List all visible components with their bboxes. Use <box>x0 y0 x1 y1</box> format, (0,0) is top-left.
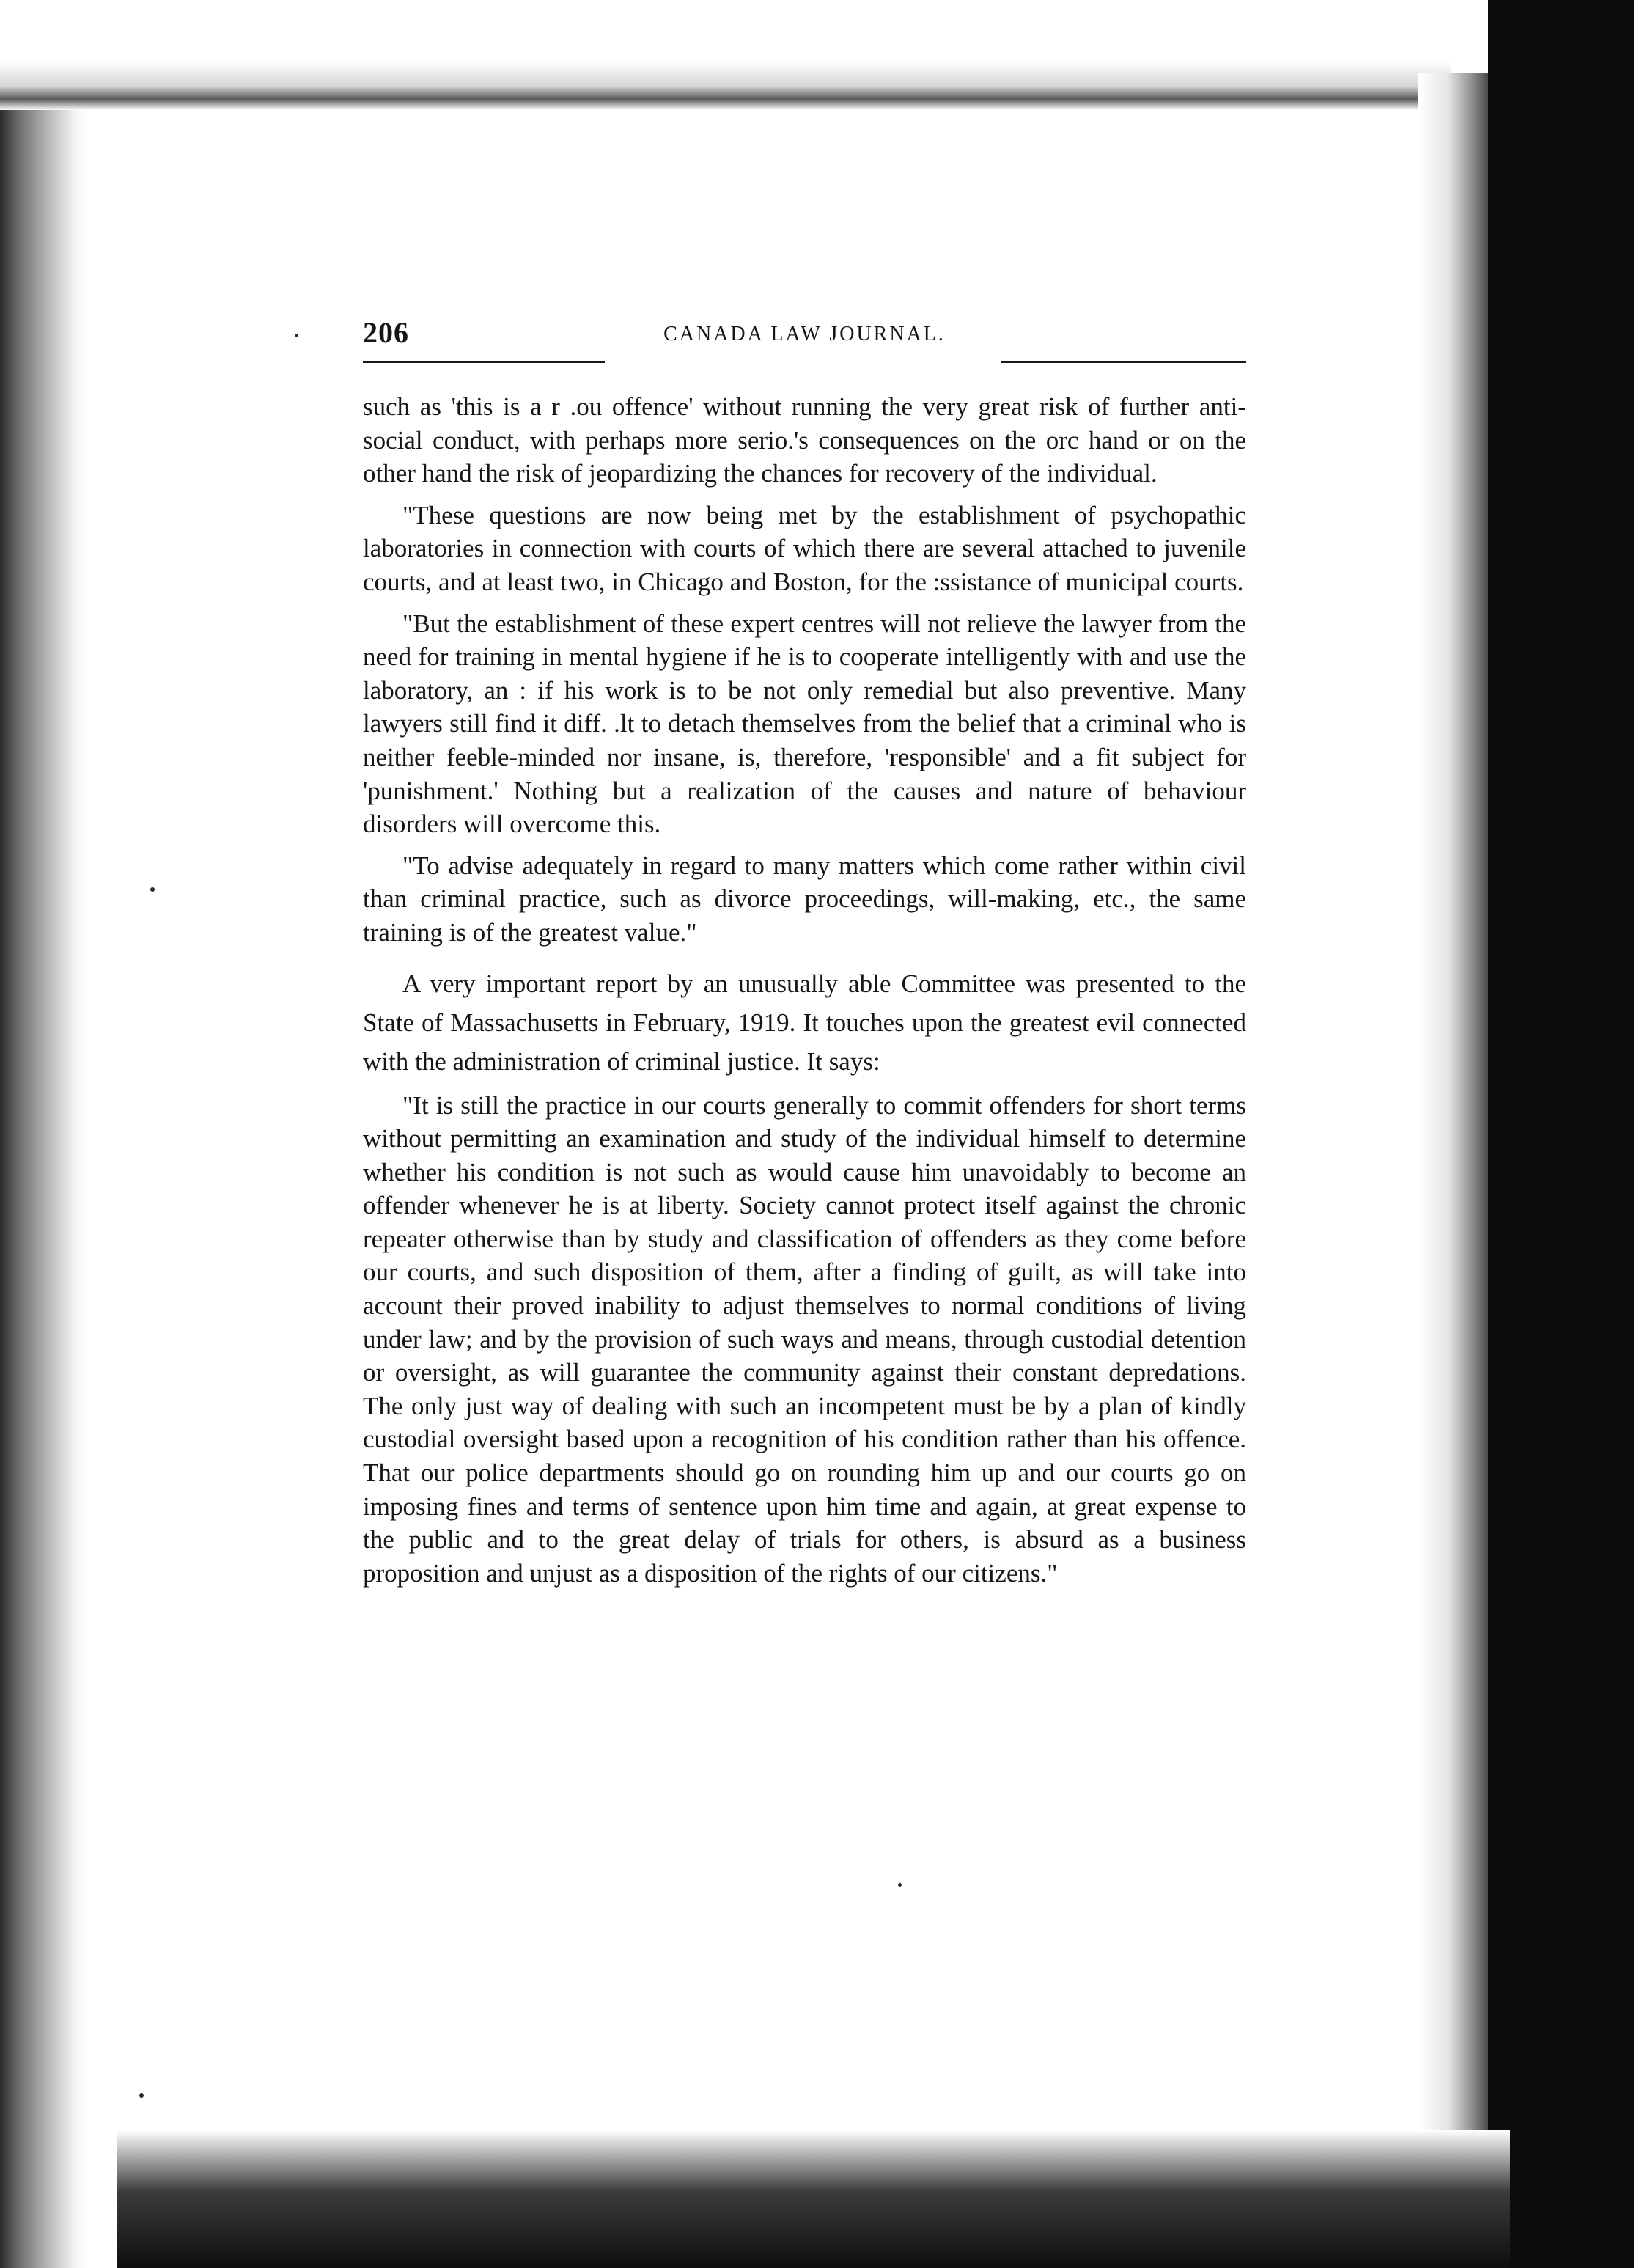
scan-bottom-shadow <box>117 2130 1510 2268</box>
scan-right-edge <box>1488 0 1634 2268</box>
paragraph: "It is still the practice in our courts generally to commit offenders for short terms without permitting an examination and study of the individual himself to determine whether his condition is not such as would cause him unavoidably to become an offender whenever he is at liberty. Society cannot protect itself against the chronic repeater otherwise than by study and classification of offenders as they come before our courts, and such disposition of them, after a finding of guilt, as will take into account their proved inability to adjust themselves to normal conditions of living under law; and by the provision of such ways and means, through custodial detention or oversight, as will guarantee the community against their constant depredations. The only just way of dealing with such an incompetent must be by a plan of kindly custodial oversight based upon a recognition of his condition rather than his offence. That our police departments should go on rounding him up and our courts go on imposing fines and terms of sentence upon him time and again, at great expense to the public and to the great delay of trials for others, is absurd as a business proposition and unjust as a disposition of the rights of our citizens." <box>363 1090 1246 1588</box>
header-rule-right <box>1001 361 1246 363</box>
scan-speck <box>150 887 155 892</box>
header-rule-left <box>363 361 605 363</box>
paragraph: such as 'this is a r .ou offence' without running the very great risk of further anti-social conduct, with perhaps more serio.'s consequences on the orc hand or on the other hand the risk of jeopardizing the chances for recovery of the individual. <box>363 392 1246 488</box>
paragraph: A very important report by an unusually able Committee was presented to the State of Massachusetts in February, 1919. It touches upon the greatest evil connected with the administration of criminal justice. It says: <box>363 969 1246 1076</box>
scan-top-shadow <box>0 0 1451 110</box>
running-head: CANADA LAW JOURNAL. <box>663 323 946 345</box>
document-page <box>363 315 1246 1914</box>
scan-left-shadow <box>0 0 88 2268</box>
page-header <box>363 315 1246 362</box>
paragraph: "These questions are now being met by the establishment of psychopathic laboratories in connection with courts of which there are several attached to juvenile courts, and at least two, in Chicago and Boston, for the :ssistance of municipal courts. <box>363 500 1246 596</box>
scan-speck <box>295 334 298 337</box>
scan-speck <box>139 2093 144 2098</box>
paragraph: "To advise adequately in regard to many matters which come rather within civil than criminal practice, such as divorce proceedings, will-making, etc., the same training is of the greatest value." <box>363 851 1246 947</box>
scan-spine-shadow <box>1418 73 1492 2185</box>
page-number: 206 <box>363 316 409 349</box>
paragraph: "But the establishment of these expert centres will not relieve the lawyer from the need for training in mental hygiene if he is to cooperate intelligently with and use the laboratory, an : if his work is to be not only remedial but also preventive. Many lawyers still find it diff. .lt to detach themselves from the belief that a criminal who is neither feeble-minded nor insane, is, therefore, 'responsible' and a fit subject for 'punishment.' Nothing but a realization of the causes and nature of behaviour disorders will overcome this. <box>363 609 1246 839</box>
body-text <box>363 390 1246 1590</box>
